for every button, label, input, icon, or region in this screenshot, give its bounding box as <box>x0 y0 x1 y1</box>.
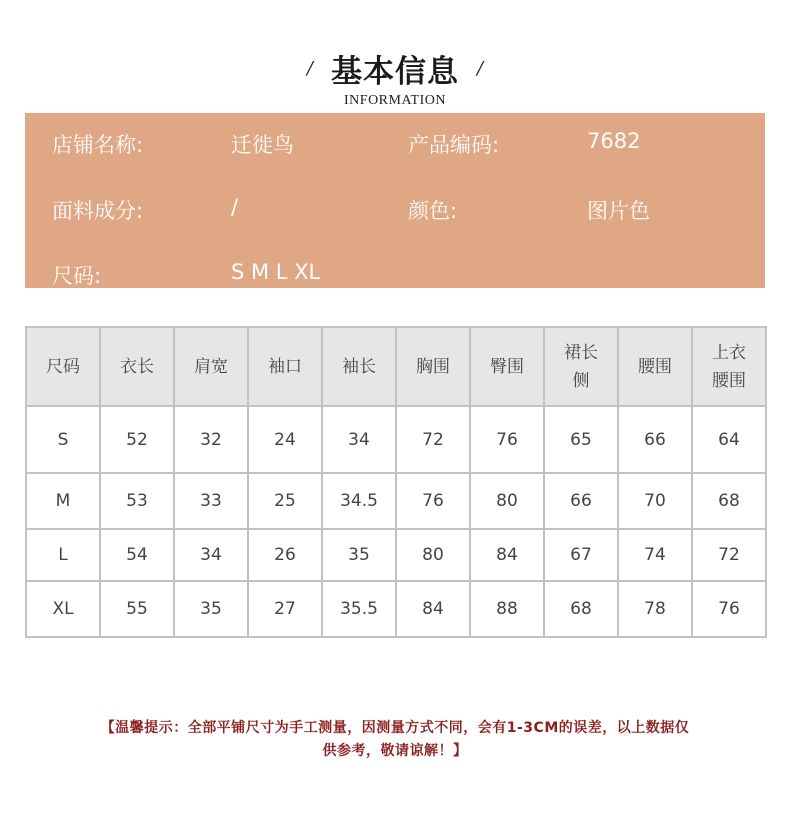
header-cell-shoulder: 肩宽 <box>174 327 248 406</box>
table-cell: 34.5 <box>322 473 396 529</box>
table-cell: 78 <box>618 581 692 637</box>
table-cell: 80 <box>470 473 544 529</box>
table-row <box>26 581 766 637</box>
title-row <box>0 46 790 91</box>
table-cell: 76 <box>396 473 470 529</box>
table-cell: 55 <box>100 581 174 637</box>
table-cell: 35 <box>174 581 248 637</box>
table-cell: 64 <box>692 406 766 473</box>
fabric-value: / <box>231 195 239 219</box>
color-value: 图片色 <box>587 199 650 223</box>
table-cell: S <box>26 406 100 473</box>
notice-line-1: 【温馨提示：全部平铺尺寸为手工测量，因测量方式不同，会有1-3CM的误差，以上数据仅 <box>100 720 690 736</box>
section-header <box>0 46 790 109</box>
table-cell: 54 <box>100 529 174 581</box>
header-cell-sleeve: 袖长 <box>322 327 396 406</box>
table-cell: L <box>26 529 100 581</box>
header-cell-top-waist: 上衣腰围 <box>692 327 766 406</box>
header-cell-bust: 胸围 <box>396 327 470 406</box>
table-cell: 68 <box>544 581 618 637</box>
product-code-label: 产品编码: <box>408 133 500 157</box>
table-cell: XL <box>26 581 100 637</box>
table-cell: 72 <box>692 529 766 581</box>
header-cell-size: 尺码 <box>26 327 100 406</box>
table-cell: 66 <box>544 473 618 529</box>
table-cell: 76 <box>470 406 544 473</box>
table-cell: 53 <box>100 473 174 529</box>
measurement-notice <box>30 717 760 763</box>
size-label: 尺码: <box>52 264 102 288</box>
table-cell: 67 <box>544 529 618 581</box>
table-cell: 72 <box>396 406 470 473</box>
product-info-panel <box>25 113 765 288</box>
fabric-label: 面料成分: <box>52 199 144 223</box>
size-value: S M L XL <box>231 260 321 284</box>
shop-name-label: 店铺名称: <box>52 133 144 157</box>
table-row <box>26 529 766 581</box>
table-cell: 35.5 <box>322 581 396 637</box>
table-cell: 35 <box>322 529 396 581</box>
table-cell: 27 <box>248 581 322 637</box>
table-cell: 26 <box>248 529 322 581</box>
header-cell-cuff: 袖口 <box>248 327 322 406</box>
table-cell: 88 <box>470 581 544 637</box>
table-cell: 52 <box>100 406 174 473</box>
table-cell: 32 <box>174 406 248 473</box>
header-cell-hip: 臀围 <box>470 327 544 406</box>
table-cell: 65 <box>544 406 618 473</box>
table-cell: 33 <box>174 473 248 529</box>
table-cell: 66 <box>618 406 692 473</box>
table-cell: 68 <box>692 473 766 529</box>
table-cell: 34 <box>322 406 396 473</box>
table-cell: 80 <box>396 529 470 581</box>
title-slash-left: / <box>306 58 313 79</box>
table-cell: 74 <box>618 529 692 581</box>
size-table-header-row <box>26 327 766 406</box>
color-label: 颜色: <box>408 199 458 223</box>
section-title: 基本信息 <box>331 54 459 90</box>
table-cell: 24 <box>248 406 322 473</box>
size-chart-table <box>25 326 767 638</box>
header-cell-skirt-length: 裙长侧 <box>544 327 618 406</box>
title-slash-right: / <box>477 58 484 79</box>
shop-name-value: 迁徙鸟 <box>231 133 294 157</box>
header-cell-length: 衣长 <box>100 327 174 406</box>
table-cell: 34 <box>174 529 248 581</box>
table-cell: 76 <box>692 581 766 637</box>
table-row <box>26 406 766 473</box>
table-row <box>26 473 766 529</box>
table-cell: 84 <box>470 529 544 581</box>
table-cell: M <box>26 473 100 529</box>
table-cell: 70 <box>618 473 692 529</box>
table-cell: 25 <box>248 473 322 529</box>
notice-line-2: 供参考，敬请谅解！】 <box>322 743 468 759</box>
product-code-value: 7682 <box>587 129 641 153</box>
table-cell: 84 <box>396 581 470 637</box>
section-subtitle: INFORMATION <box>344 93 446 108</box>
header-cell-waist: 腰围 <box>618 327 692 406</box>
